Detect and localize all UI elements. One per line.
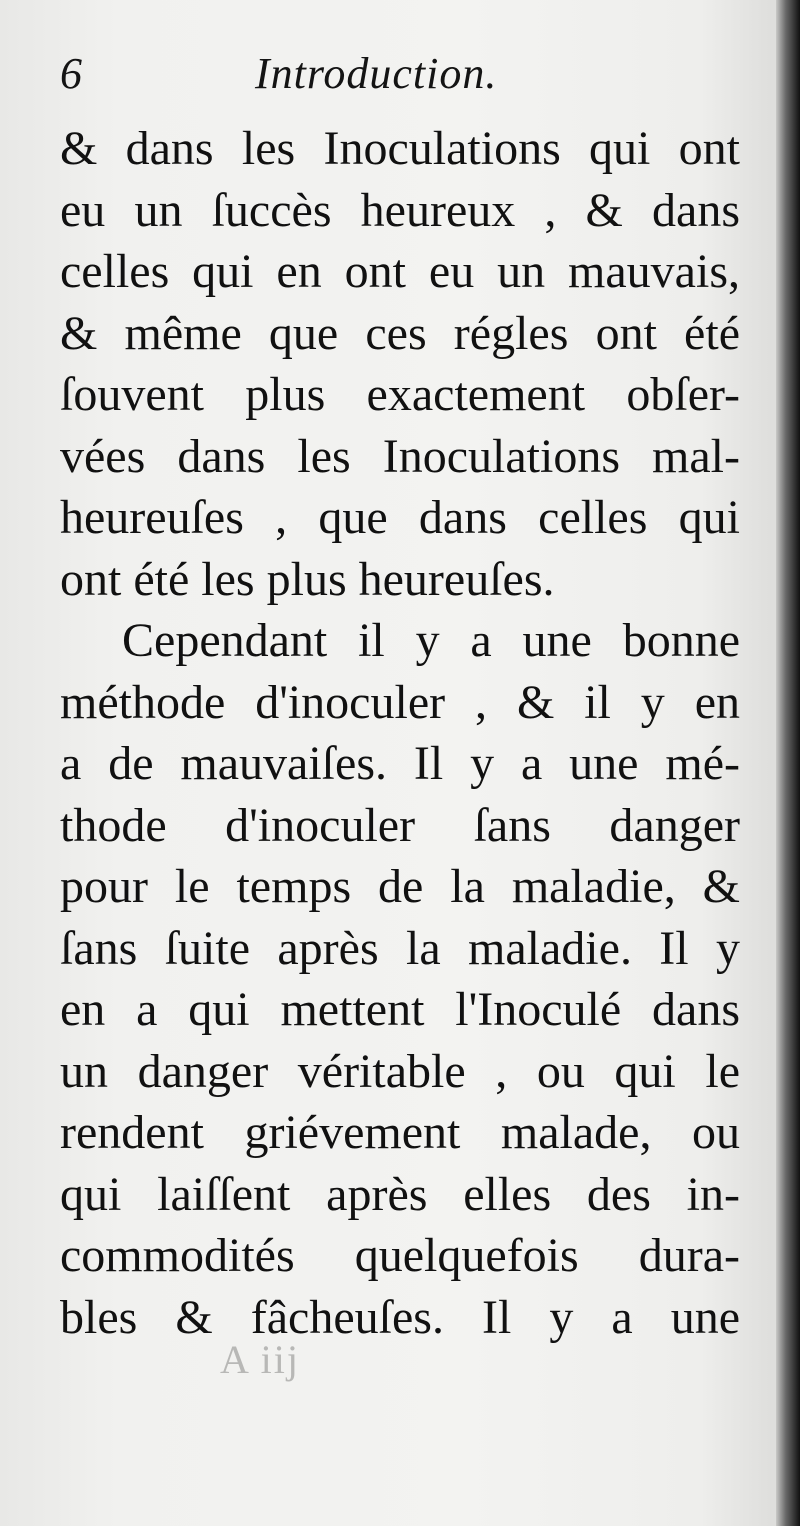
text-line: ont été les plus heureuſes. xyxy=(60,552,555,606)
text-line: & même que ces régles ont été xyxy=(60,306,740,360)
text-line: ſans ſuite après la maladie. Il y xyxy=(60,921,740,975)
text-line: vées dans les Inoculations mal- xyxy=(60,429,740,483)
text-line: rendent griévement malade, ou xyxy=(60,1106,740,1159)
page-edge-shadow xyxy=(776,0,800,1526)
text-line: ſouvent plus exactement obſer- xyxy=(60,368,740,421)
text-line: commodités quelquefois dura- xyxy=(60,1229,740,1282)
text-line: thode d'inoculer ſans danger xyxy=(60,798,740,852)
text-line: pour le temps de la maladie, & xyxy=(60,860,740,913)
text-line: bles & fâcheuſes. Il y a une xyxy=(60,1290,740,1344)
text-line: eu un ſuccès heureux , & dans xyxy=(60,183,740,237)
text-line: a de mauvaiſes. Il y a une mé- xyxy=(60,737,740,790)
page-header xyxy=(60,48,740,108)
text-line: qui laiſſent après elles des in- xyxy=(60,1167,740,1221)
body-text xyxy=(60,118,740,1348)
text-line: heureuſes , que dans celles qui xyxy=(60,491,740,544)
text-line: méthode d'inoculer , & il y en xyxy=(60,675,740,729)
text-line: & dans les Inoculations qui ont xyxy=(60,122,740,175)
text-line: celles qui en ont eu un mauvais, xyxy=(60,245,740,298)
signature-mark: A iij xyxy=(220,1337,301,1382)
text-line: un danger véritable , ou qui le xyxy=(60,1044,740,1098)
text-line: en a qui mettent l'Inoculé dans xyxy=(60,983,740,1036)
running-head: Introduction. xyxy=(255,49,498,98)
text-line: Cependant il y a une bonne xyxy=(122,614,740,667)
page-number: 6 xyxy=(60,49,82,98)
